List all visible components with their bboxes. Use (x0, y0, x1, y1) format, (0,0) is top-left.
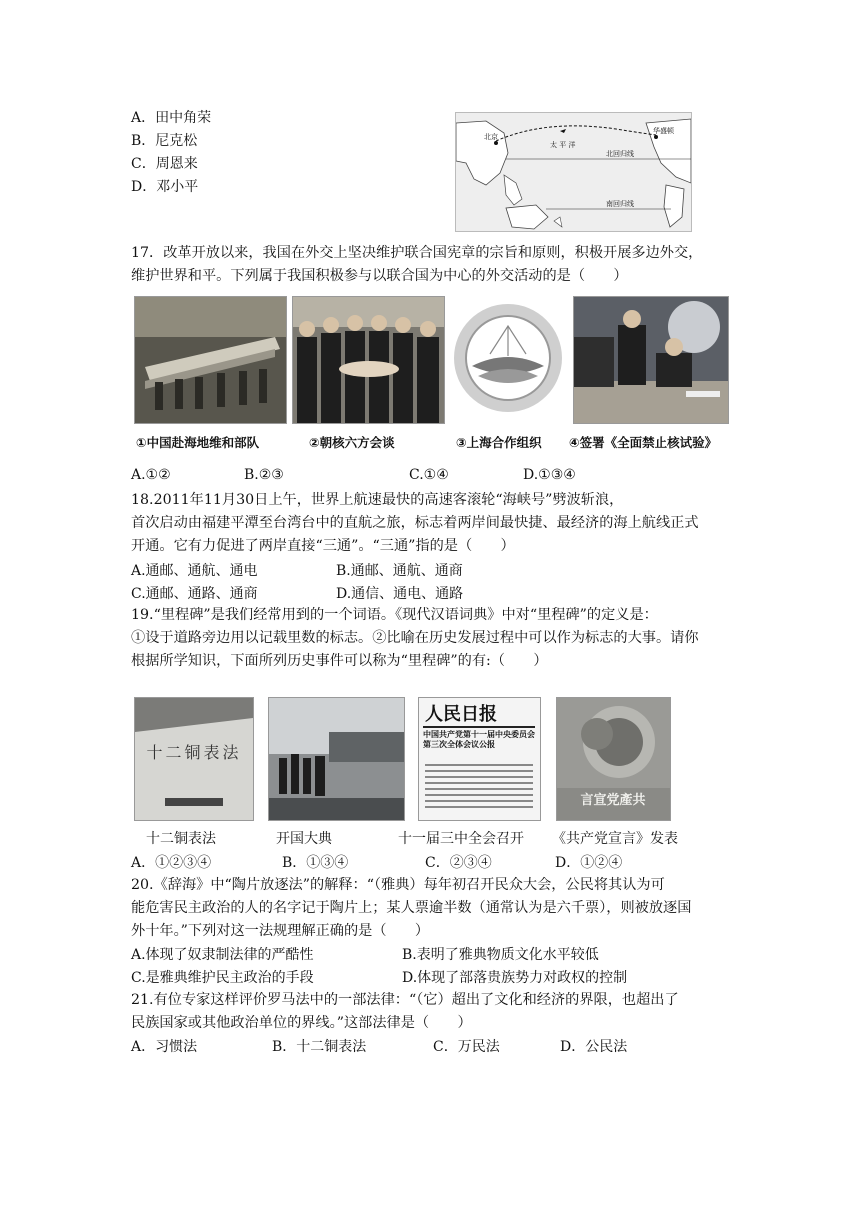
q18-stem-line-2: 首次启动由福建平潭至台湾台中的直航之旅，标志着两岸间最快捷、最经济的海上航线正式 (131, 515, 699, 531)
q20-option-c: C.是雅典维护民主政治的手段 (131, 970, 314, 986)
q17-caption-1: ①中国赴海地维和部队 (136, 435, 260, 450)
map-label-tropic-north: 北回归线 (606, 150, 634, 158)
q17-caption-2: ②朝核六方会谈 (309, 435, 395, 450)
q18-option-b: B.通邮、通航、通商 (336, 563, 463, 579)
q18-option-a: A.通邮、通航、通电 (131, 563, 258, 579)
q17-caption-3: ③上海合作组织 (456, 435, 542, 450)
q19-option-b: B．①③④ (282, 855, 349, 871)
q20-stem-line-2: 能危害民主政治的人的名字记于陶片上；某人票逾半数（通常认为是六千票），则被放逐国 (131, 900, 692, 916)
q21-option-a: A．习惯法 (131, 1039, 198, 1055)
q21-option-d: D．公民法 (560, 1039, 628, 1055)
photo-twelve-tables-book (134, 697, 254, 821)
q19-option-a: A．①②③④ (131, 855, 212, 871)
q17-stem-line-1: 17．改革开放以来，我国在外交上坚决维护联合国宪章的宗旨和原则，积极开展多边外交， (131, 245, 703, 261)
photo-six-party-talks (292, 296, 445, 424)
q21-option-b: B．十二铜表法 (272, 1039, 367, 1055)
q20-option-b: B.表明了雅典物质文化水平较低 (402, 947, 599, 963)
q17-option-b: B.②③ (244, 467, 284, 483)
manifesto-cover-title: 言宣党產共 (580, 793, 646, 808)
q19-stem-line-1: 19.“里程碑”是我们经常用到的一个词语。《现代汉语词典》中对“里程碑”的定义是： (131, 607, 658, 623)
q20-option-d: D.体现了部落贵族势力对政权的控制 (402, 970, 628, 986)
q19-caption-4: 《共产党宣言》发表 (552, 831, 678, 847)
map-label-beijing: 北京 (484, 133, 498, 141)
newspaper-masthead: 人民日报 (425, 704, 497, 725)
q16-option-d: D．邓小平 (131, 179, 199, 195)
q18-stem-line-1: 18.2011年11月30日上午，世界上航速最快的高速客滚轮“海峡号”劈波斩浪， (131, 492, 624, 508)
book-cover-title: 十二铜表法 (146, 743, 242, 762)
q19-stem-line-3: 根据所学知识，下面所列历史事件可以称为“里程碑”的有:（ ） (131, 653, 548, 669)
q18-stem-line-3: 开通。它有力促进了两岸直接“三通”。“三通”指的是（ ） (131, 538, 515, 554)
q19-caption-3: 十一届三中全会召开 (398, 831, 524, 847)
photo-peacekeepers (134, 296, 287, 424)
q19-option-d: D．①②④ (555, 855, 623, 871)
q17-option-c: C.①④ (409, 467, 449, 483)
q16-option-b: B．尼克松 (131, 133, 198, 149)
q21-stem-line-2: 民族国家或其他政治单位的界线。”这部法律是（ ） (131, 1015, 472, 1031)
q18-option-d: D.通信、通电、通路 (336, 586, 464, 602)
q19-caption-2: 开国大典 (276, 831, 332, 847)
q17-option-a: A.①② (131, 467, 171, 483)
q21-stem-line-1: 21.有位专家这样评价罗马法中的一部法律：“（它）超出了文化和经济的界限，也超出了 (131, 992, 679, 1008)
photo-test-ban-signing (573, 296, 729, 424)
photo-founding-ceremony (268, 697, 405, 821)
q16-option-a: A．田中角荣 (131, 110, 212, 126)
q19-option-c: C．②③④ (425, 855, 492, 871)
photo-communist-manifesto (556, 697, 671, 821)
q21-option-c: C．万民法 (433, 1039, 500, 1055)
world-map-figure (455, 112, 692, 232)
map-label-washington: 华盛顿 (653, 127, 674, 135)
q17-caption-4: ④签署《全面禁止核试验》 (569, 435, 718, 450)
map-label-pacific: 太 平 洋 (550, 141, 576, 149)
q20-option-a: A.体现了奴隶制法律的严酷性 (131, 947, 314, 963)
map-label-tropic-south: 南回归线 (606, 200, 634, 208)
q20-stem-line-3: 外十年。”下列对这一法规理解正确的是（ ） (131, 923, 430, 939)
sco-logo (450, 296, 567, 422)
q16-option-c: C．周恩来 (131, 156, 198, 172)
q20-stem-line-1: 20.《辞海》中“陶片放逐法”的解释：“（雅典）每年初召开民众大会，公民将其认为可 (131, 877, 665, 893)
newspaper-headline: 中国共产党第十一届中央委员会第三次全体会议公报 (423, 730, 535, 749)
photo-peoples-daily (418, 697, 541, 821)
q17-stem-line-2: 维护世界和平。下列属于我国积极参与以联合国为中心的外交活动的是（ ） (131, 268, 628, 284)
q18-option-c: C.通邮、通路、通商 (131, 586, 258, 602)
q19-caption-1: 十二铜表法 (146, 831, 216, 847)
q19-stem-line-2: ①设于道路旁边用以记载里数的标志。②比喻在历史发展过程中可以作为标志的大事。请你 (131, 630, 699, 646)
q17-option-d: D.①③④ (523, 467, 576, 483)
